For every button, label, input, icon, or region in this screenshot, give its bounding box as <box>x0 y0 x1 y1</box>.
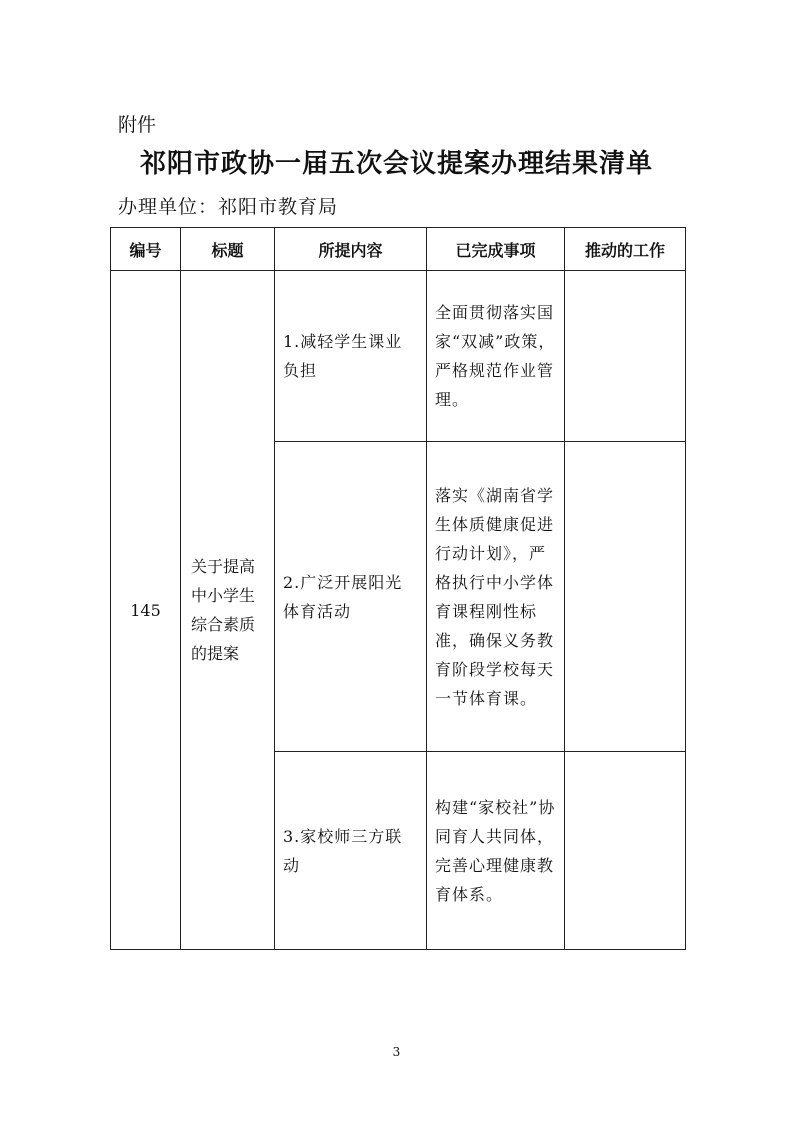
completed-cell: 全面贯彻落实国家“双减”政策，严格规范作业管理。 <box>427 271 565 442</box>
header-completed: 已完成事项 <box>427 228 565 271</box>
content-cell: 1.减轻学生课业负担 <box>275 271 427 442</box>
header-content: 所提内容 <box>275 228 427 271</box>
pushed-cell <box>565 271 686 442</box>
proposal-title: 关于提高中小学生综合素质的提案 <box>181 271 275 950</box>
results-table <box>110 227 686 950</box>
document-title: 祁阳市政协一届五次会议提案办理结果清单 <box>139 149 653 179</box>
header-pushed: 推动的工作 <box>565 228 686 271</box>
completed-cell: 构建“家校社”协同育人共同体，完善心理健康教育体系。 <box>427 752 565 950</box>
attachment-label: 附件 <box>118 114 157 136</box>
header-number: 编号 <box>111 228 181 271</box>
proposal-number: 145 <box>111 271 181 950</box>
page-number: 3 <box>392 1045 401 1059</box>
completed-cell: 落实《湖南省学生体质健康促进行动计划》，严格执行中小学体育课程刚性标准，确保义务教育阶段学校每天一节体育课。 <box>427 442 565 752</box>
header-title: 标题 <box>181 228 275 271</box>
pushed-cell <box>565 752 686 950</box>
content-cell: 2.广泛开展阳光体育活动 <box>275 442 427 752</box>
handling-unit: 办理单位：祁阳市教育局 <box>118 196 339 218</box>
table-row <box>111 271 686 442</box>
pushed-cell <box>565 442 686 752</box>
table-header-row <box>111 228 686 271</box>
content-cell: 3.家校师三方联动 <box>275 752 427 950</box>
